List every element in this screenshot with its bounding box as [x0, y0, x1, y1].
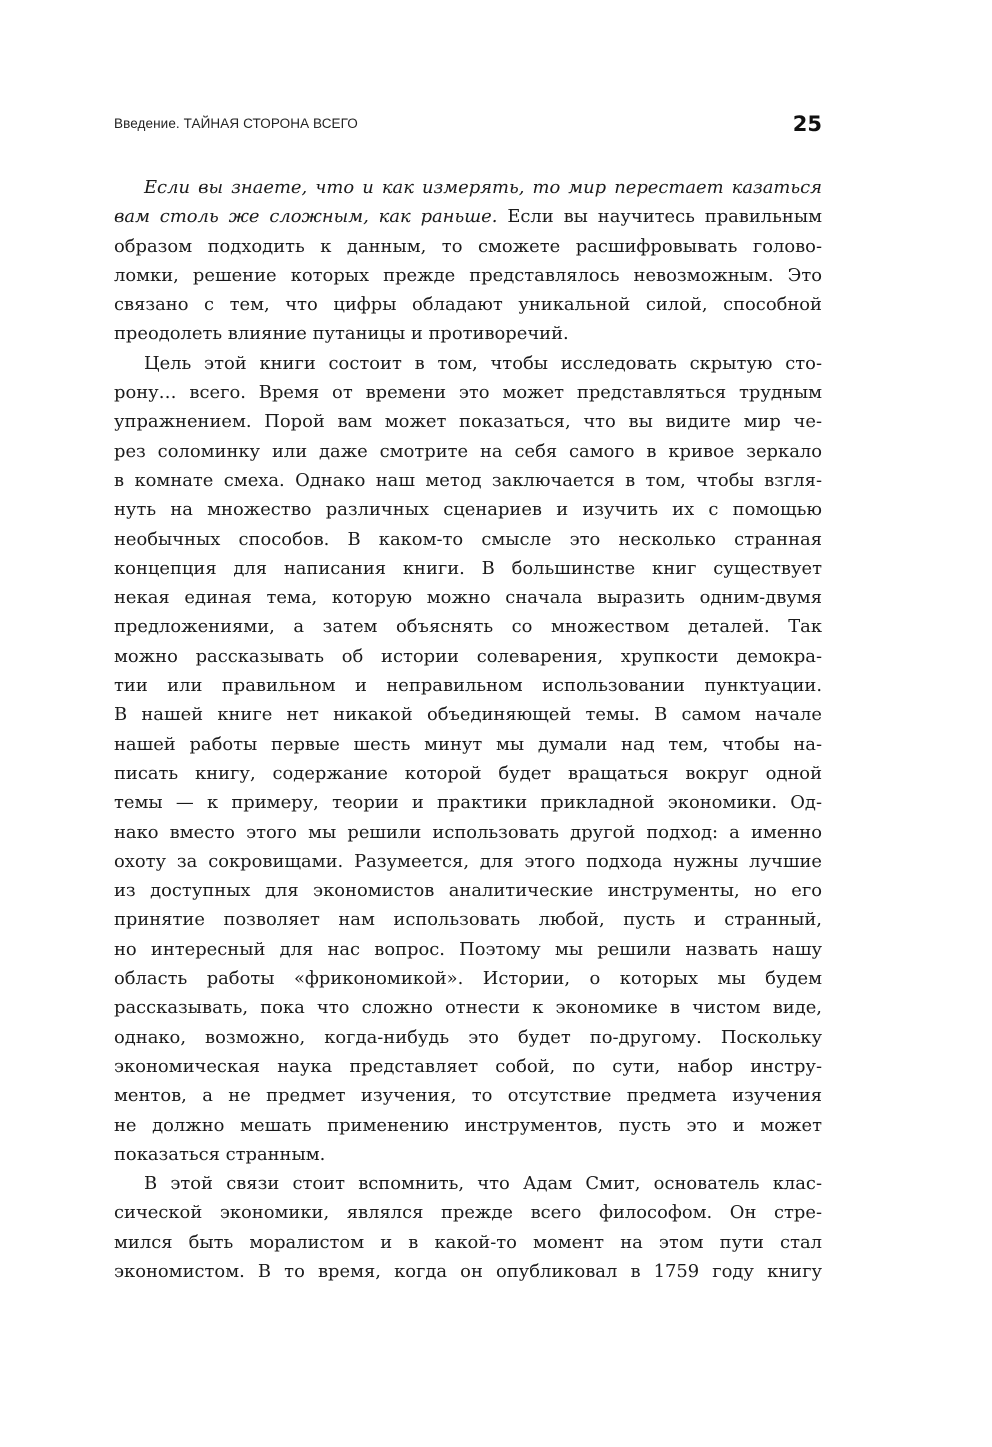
- text-line: [114, 818, 822, 847]
- text-line: [114, 173, 822, 202]
- text-run: охоту за сокровищами. Разумеется, для этого подхода нужны лучшие: [114, 850, 822, 872]
- text-run: экономистом. В то время, когда он опубликовал в 1759 году книгу: [114, 1260, 822, 1282]
- text-line: [114, 612, 822, 641]
- text-run: область работы «фрикономикой». Истории, о которых мы будем: [114, 968, 822, 990]
- text-run: ментов, а не предмет изучения, то отсутствие предмета изучения: [114, 1085, 822, 1107]
- text-run: сической экономики, являлся прежде всего философом. Он стре-: [114, 1202, 822, 1224]
- text-run: мился быть моралистом и в какой-то момент на этом пути стал: [114, 1231, 822, 1253]
- text-run: однако, возможно, когда-нибудь это будет по-другому. Поскольку: [114, 1026, 822, 1048]
- italic-text: вам столь же сложным, как раньше.: [114, 206, 498, 228]
- text-line: [114, 290, 822, 319]
- text-run: тии или правильном и неправильном использовании пунктуации.: [114, 675, 822, 697]
- text-run: преодолеть влияние путаницы и противоречий.: [114, 323, 569, 345]
- text-line: [114, 671, 822, 700]
- text-line: [114, 759, 822, 788]
- text-line: [114, 466, 822, 495]
- text-run: некая единая тема, которую можно сначала выразить одним-двумя: [114, 587, 822, 609]
- running-head: [114, 112, 822, 138]
- text-run: упражнением. Порой вам может показаться, что вы видите мир че-: [114, 411, 822, 433]
- text-line: [114, 202, 822, 231]
- text-run: экономическая наука представляет собой, по сути, набор инстру-: [114, 1055, 822, 1077]
- text-run: можно рассказывать об истории солеварения, хрупкости демокра-: [114, 645, 822, 667]
- text-run: принятие позволяет нам использовать любой, пусть и странный,: [114, 909, 822, 931]
- page-number: 25: [792, 112, 822, 136]
- text-run: из доступных для экономистов аналитические инструменты, но его: [114, 880, 822, 902]
- text-run: темы — к примеру, теории и практики прикладной экономики. Од-: [114, 792, 822, 814]
- italic-text: Если вы знаете, что и как измерять, то мир перестает казаться: [144, 177, 822, 198]
- text-line: [114, 876, 822, 905]
- text-run: рез соломинку или даже смотрите на себя самого в кривое зеркало: [114, 440, 822, 462]
- text-line: [114, 319, 822, 348]
- text-run: нашей работы первые шесть минут мы думали над тем, чтобы на-: [114, 733, 822, 755]
- text-line: [114, 261, 822, 290]
- text-run: В нашей книге нет никакой объединяющей темы. В самом начале: [114, 704, 822, 726]
- text-line: [114, 1081, 822, 1110]
- text-line: [114, 1257, 822, 1286]
- paragraph: [114, 173, 822, 349]
- text-line: [114, 378, 822, 407]
- text-run: необычных способов. В каком-то смысле это несколько странная: [114, 528, 822, 550]
- text-line: [114, 700, 822, 729]
- text-run: нако вместо этого мы решили использовать другой подход: а именно: [114, 821, 822, 843]
- text-line: [114, 554, 822, 583]
- text-run: писать книгу, содержание которой будет вращаться вокруг одной: [114, 762, 822, 784]
- text-line: [114, 407, 822, 436]
- text-line: [114, 495, 822, 524]
- text-line: [114, 583, 822, 612]
- text-line: [114, 964, 822, 993]
- text-run: В этой связи стоит вспомнить, что Адам Смит, основатель клас-: [144, 1173, 822, 1195]
- text-run: Цель этой книги состоит в том, чтобы исследовать скрытую сто-: [144, 352, 822, 374]
- text-line: [114, 349, 822, 378]
- text-run: предложениями, а затем объяснять со множеством деталей. Так: [114, 616, 822, 638]
- text-line: [114, 905, 822, 934]
- text-run: концепция для написания книги. В большинстве книг существует: [114, 557, 822, 579]
- text-line: [114, 232, 822, 261]
- text-run: образом подходить к данным, то сможете расшифровывать голово-: [114, 235, 822, 257]
- paragraph: [114, 1169, 822, 1286]
- text-line: [114, 1052, 822, 1081]
- text-run: но интересный для нас вопрос. Поэтому мы решили назвать нашу: [114, 938, 822, 960]
- text-line: [114, 730, 822, 759]
- text-run: рассказывать, пока что сложно отнести к экономике в чистом виде,: [114, 997, 822, 1019]
- text-line: [114, 935, 822, 964]
- text-line: [114, 1198, 822, 1227]
- text-line: [114, 993, 822, 1022]
- body-text: [114, 173, 822, 1286]
- text-run: нуть на множество различных сценариев и изучить их с помощью: [114, 499, 822, 521]
- text-run: Если вы научитесь правильным: [497, 206, 822, 228]
- text-run: не должно мешать применению инструментов, пусть это и может: [114, 1114, 822, 1136]
- section-title: Введение. ТАЙНАЯ СТОРОНА ВСЕГО: [114, 116, 358, 131]
- text-line: [114, 847, 822, 876]
- text-run: рону… всего. Время от времени это может представляться трудным: [114, 382, 822, 404]
- text-run: в комнате смеха. Однако наш метод заключается в том, чтобы взгля-: [114, 469, 822, 491]
- text-run: связано с тем, что цифры обладают уникальной силой, способной: [114, 294, 822, 316]
- text-line: [114, 1228, 822, 1257]
- text-line: [114, 1023, 822, 1052]
- text-line: [114, 788, 822, 817]
- text-run: показаться странным.: [114, 1143, 326, 1165]
- text-line: [114, 437, 822, 466]
- paragraph: [114, 349, 822, 1169]
- text-line: [114, 642, 822, 671]
- text-line: [114, 1169, 822, 1198]
- text-line: [114, 1111, 822, 1140]
- text-run: ломки, решение которых прежде представлялось невозможным. Это: [114, 264, 822, 286]
- text-line: [114, 525, 822, 554]
- text-line: [114, 1140, 822, 1169]
